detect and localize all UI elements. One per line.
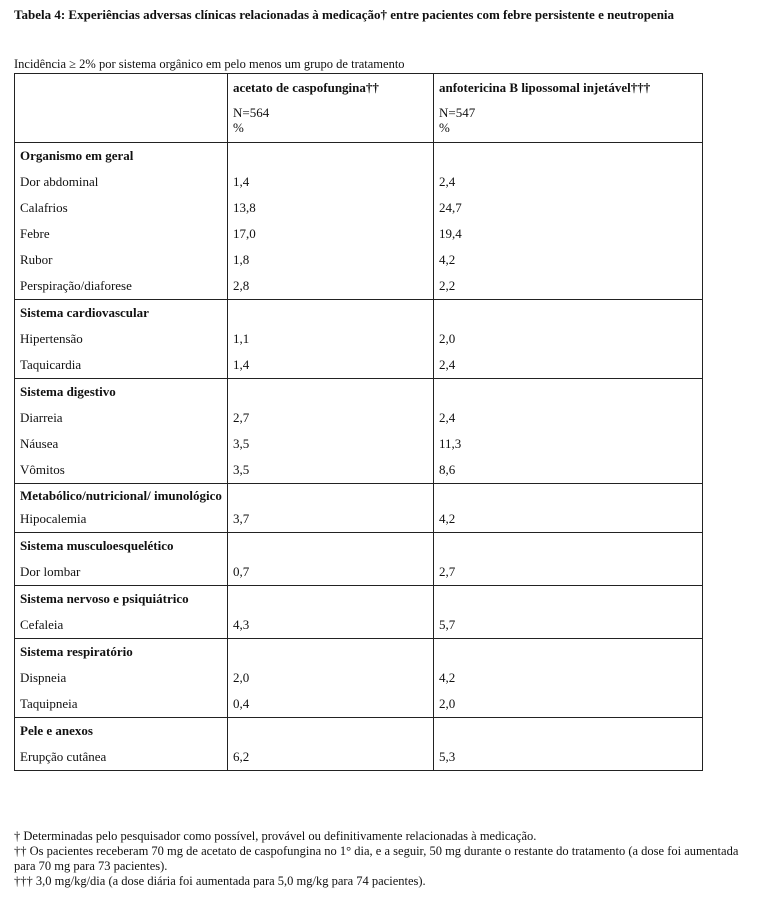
group-empty-a (228, 533, 434, 560)
value-caspofungin: 1,1 (228, 326, 434, 352)
table-row (15, 665, 703, 691)
value-caspofungin: 17,0 (228, 221, 434, 247)
table-row (15, 506, 703, 533)
value-caspofungin: 3,7 (228, 506, 434, 533)
group-name: Sistema cardiovascular (15, 300, 228, 327)
table-header-row (15, 74, 703, 143)
table-row (15, 221, 703, 247)
group-empty-b (434, 143, 703, 170)
table-group (15, 143, 703, 300)
value-caspofungin: 6,2 (228, 744, 434, 771)
footnotes (14, 829, 759, 889)
group-empty-b (434, 533, 703, 560)
table-subtitle: Incidência ≥ 2% por sistema orgânico em pelo menos um grupo de tratamento (14, 57, 405, 71)
group-header-row (15, 533, 703, 560)
group-header-row (15, 300, 703, 327)
table-row (15, 247, 703, 273)
group-header-row (15, 379, 703, 406)
table-row (15, 559, 703, 586)
header-amphotericin (434, 74, 703, 143)
table-row (15, 195, 703, 221)
table-group (15, 639, 703, 718)
group-name: Organismo em geral (15, 143, 228, 170)
header-empty-cell (15, 74, 228, 143)
table-group (15, 379, 703, 484)
table-row (15, 744, 703, 771)
group-empty-b (434, 586, 703, 613)
value-amphotericin: 2,0 (434, 326, 703, 352)
group-empty-b (434, 300, 703, 327)
value-caspofungin: 0,7 (228, 559, 434, 586)
footnote-3: ††† 3,0 mg/kg/dia (a dose diária foi aumentada para 5,0 mg/kg para 74 pacientes). (14, 874, 426, 888)
row-label: Dispneia (15, 665, 228, 691)
group-name: Sistema nervoso e psiquiátrico (15, 586, 228, 613)
group-name: Sistema respiratório (15, 639, 228, 666)
group-empty-a (228, 379, 434, 406)
value-caspofungin: 2,0 (228, 665, 434, 691)
value-amphotericin: 2,7 (434, 559, 703, 586)
group-empty-b (434, 379, 703, 406)
value-amphotericin: 2,4 (434, 352, 703, 379)
group-empty-a (228, 143, 434, 170)
footnote-2: †† Os pacientes receberam 70 mg de acetato de caspofungina no 1° dia, e a seguir, 50 mg durante o restante do tratamento (a dose foi aumentada para 70 mg para 73 pacientes). (14, 844, 739, 873)
row-label: Perspiração/diaforese (15, 273, 228, 300)
group-header-row (15, 718, 703, 745)
header-amphotericin-label: anfotericina B lipossomal injetável††† (439, 80, 651, 95)
value-amphotericin: 2,4 (434, 169, 703, 195)
row-label: Vômitos (15, 457, 228, 484)
group-header-row (15, 484, 703, 507)
value-amphotericin: 5,7 (434, 612, 703, 639)
group-empty-a (228, 484, 434, 507)
table-group (15, 586, 703, 639)
value-caspofungin: 1,4 (228, 352, 434, 379)
value-amphotericin: 4,2 (434, 247, 703, 273)
table-group (15, 718, 703, 771)
value-caspofungin: 4,3 (228, 612, 434, 639)
value-amphotericin: 11,3 (434, 431, 703, 457)
row-label: Hipocalemia (15, 506, 228, 533)
row-label: Calafrios (15, 195, 228, 221)
row-label: Cefaleia (15, 612, 228, 639)
group-header-row (15, 586, 703, 613)
value-amphotericin: 24,7 (434, 195, 703, 221)
row-label: Rubor (15, 247, 228, 273)
table-row (15, 612, 703, 639)
value-caspofungin: 3,5 (228, 457, 434, 484)
group-name: Metabólico/nutricional/ imunológico (15, 484, 228, 507)
group-header-row (15, 639, 703, 666)
group-name: Sistema musculoesquelético (15, 533, 228, 560)
group-name: Sistema digestivo (15, 379, 228, 406)
table-row (15, 405, 703, 431)
row-label: Dor abdominal (15, 169, 228, 195)
adverse-events-table (14, 73, 703, 771)
table-row (15, 326, 703, 352)
table-row (15, 691, 703, 718)
table-row (15, 352, 703, 379)
value-caspofungin: 1,4 (228, 169, 434, 195)
row-label: Erupção cutânea (15, 744, 228, 771)
value-caspofungin: 3,5 (228, 431, 434, 457)
table-row (15, 457, 703, 484)
group-empty-b (434, 639, 703, 666)
value-amphotericin: 4,2 (434, 506, 703, 533)
header-caspofungin-label: acetato de caspofungina†† (233, 80, 379, 95)
value-amphotericin: 19,4 (434, 221, 703, 247)
row-label: Náusea (15, 431, 228, 457)
group-empty-a (228, 639, 434, 666)
group-empty-a (228, 586, 434, 613)
value-amphotericin: 4,2 (434, 665, 703, 691)
header-amphotericin-n: N=547 % (439, 105, 476, 135)
group-empty-b (434, 718, 703, 745)
row-label: Taquipneia (15, 691, 228, 718)
row-label: Taquicardia (15, 352, 228, 379)
table-group (15, 300, 703, 379)
value-caspofungin: 2,7 (228, 405, 434, 431)
group-header-row (15, 143, 703, 170)
header-caspofungin (228, 74, 434, 143)
table-row (15, 431, 703, 457)
group-empty-a (228, 300, 434, 327)
group-name: Pele e anexos (15, 718, 228, 745)
value-amphotericin: 5,3 (434, 744, 703, 771)
group-empty-a (228, 718, 434, 745)
footnote-1: † Determinadas pelo pesquisador como possível, provável ou definitivamente relacionadas à medicação. (14, 829, 537, 843)
value-caspofungin: 2,8 (228, 273, 434, 300)
table-title: Tabela 4: Experiências adversas clínicas relacionadas à medicação† entre pacientes com febre persistente e neutropenia (14, 7, 675, 22)
table-row (15, 169, 703, 195)
value-caspofungin: 0,4 (228, 691, 434, 718)
value-caspofungin: 1,8 (228, 247, 434, 273)
table-group (15, 533, 703, 586)
value-amphotericin: 2,2 (434, 273, 703, 300)
row-label: Dor lombar (15, 559, 228, 586)
row-label: Febre (15, 221, 228, 247)
value-amphotericin: 2,0 (434, 691, 703, 718)
value-caspofungin: 13,8 (228, 195, 434, 221)
row-label: Diarreia (15, 405, 228, 431)
table-row (15, 273, 703, 300)
table-group (15, 484, 703, 533)
value-amphotericin: 2,4 (434, 405, 703, 431)
row-label: Hipertensão (15, 326, 228, 352)
group-empty-b (434, 484, 703, 507)
header-caspofungin-n: N=564 % (233, 105, 270, 135)
value-amphotericin: 8,6 (434, 457, 703, 484)
